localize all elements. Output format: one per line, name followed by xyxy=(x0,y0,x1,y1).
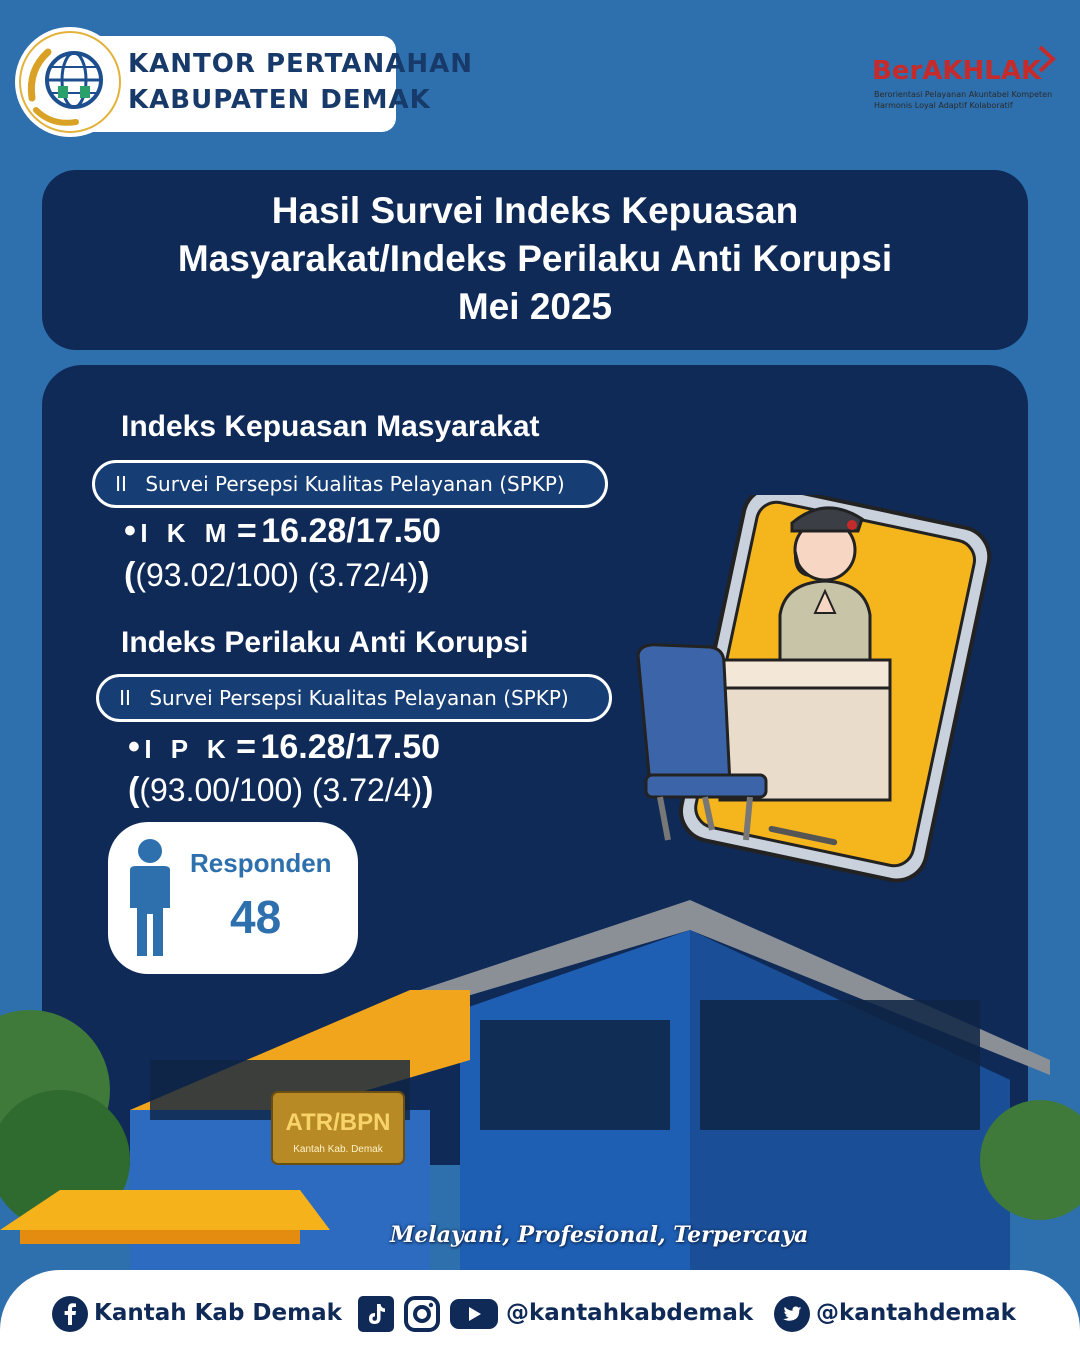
ipk-detail-open: ( xyxy=(128,771,140,809)
title-line-2: Masyarakat/Indeks Perilaku Anti Korupsi xyxy=(177,238,893,279)
twitter-handle[interactable]: @kantahdemak xyxy=(816,1300,1016,1326)
ipk-metric xyxy=(128,728,440,767)
ikm-label: I K M xyxy=(140,518,233,548)
tagline: Melayani, Profesional, Terpercaya xyxy=(390,1222,809,1248)
facebook-icon[interactable] xyxy=(52,1296,88,1332)
ipk-detail-close: ) xyxy=(422,771,434,809)
ipk-equals: = xyxy=(236,728,256,766)
ikm-heading: Indeks Kepuasan Masyarakat xyxy=(121,410,540,443)
ipk-survey-label: Survei Persepsi Kualitas Pelayanan (SPKP) xyxy=(149,686,569,710)
berakhlak-line-2: Harmonis Loyal Adaptif Kolaboratif xyxy=(874,101,1013,110)
pill-marker: II xyxy=(119,686,131,710)
office-building-photo xyxy=(0,860,1080,1280)
berakhlak-logo xyxy=(870,44,1060,114)
ipk-bullet: • xyxy=(128,728,140,766)
building-sign-sub: Kantah Kab. Demak xyxy=(293,1144,383,1155)
ikm-survey-label: Survei Persepsi Kualitas Pelayanan (SPKP) xyxy=(145,472,565,496)
berakhlak-word: BerAKHLAK xyxy=(872,56,1042,86)
office-line-2: KABUPATEN DEMAK xyxy=(128,85,431,115)
office-line-1: KANTOR PERTANAHAN xyxy=(128,49,473,79)
social-handle[interactable]: @kantahkabdemak xyxy=(506,1300,754,1326)
ikm-detail-open: ( xyxy=(124,556,136,594)
chevron-right-icon xyxy=(1036,44,1058,74)
ipk-survey-pill xyxy=(96,674,612,722)
ikm-detail-close: ) xyxy=(418,556,430,594)
berakhlak-line-1: Berorientasi Pelayanan Akuntabel Kompeten xyxy=(874,90,1053,99)
ipk-detail-values: (93.00/100) (3.72/4) xyxy=(139,772,423,808)
ikm-value: 16.28/17.50 xyxy=(261,512,441,550)
office-name xyxy=(128,46,473,118)
ipk-detail xyxy=(128,771,434,810)
ikm-metric xyxy=(124,512,441,551)
title-panel xyxy=(42,170,1028,350)
youtube-icon[interactable] xyxy=(450,1296,498,1332)
tiktok-icon[interactable] xyxy=(358,1296,394,1332)
phone-officer-illustration xyxy=(620,495,1020,885)
ipk-value: 16.28/17.50 xyxy=(260,728,441,766)
ikm-detail-values: (93.02/100) (3.72/4) xyxy=(135,557,419,593)
twitter-icon[interactable] xyxy=(774,1296,810,1332)
pill-marker: II xyxy=(115,472,127,496)
ikm-detail xyxy=(124,556,430,595)
title-line-3: Mei 2025 xyxy=(457,286,613,327)
facebook-handle[interactable]: Kantah Kab Demak xyxy=(94,1300,342,1326)
ipk-label: I P K xyxy=(144,734,232,764)
respondents-count: 48 xyxy=(230,891,282,943)
instagram-icon[interactable] xyxy=(404,1296,440,1332)
ikm-equals: = xyxy=(236,512,257,550)
ipk-heading: Indeks Perilaku Anti Korupsi xyxy=(121,626,529,659)
title-line-1: Hasil Survei Indeks Kepuasan xyxy=(271,190,799,231)
atr-bpn-logo xyxy=(18,30,122,134)
building-sign: ATR/BPN xyxy=(285,1109,391,1136)
ikm-bullet: • xyxy=(124,512,136,550)
ikm-survey-pill xyxy=(92,460,608,508)
respondents-label: Responden xyxy=(190,848,332,878)
